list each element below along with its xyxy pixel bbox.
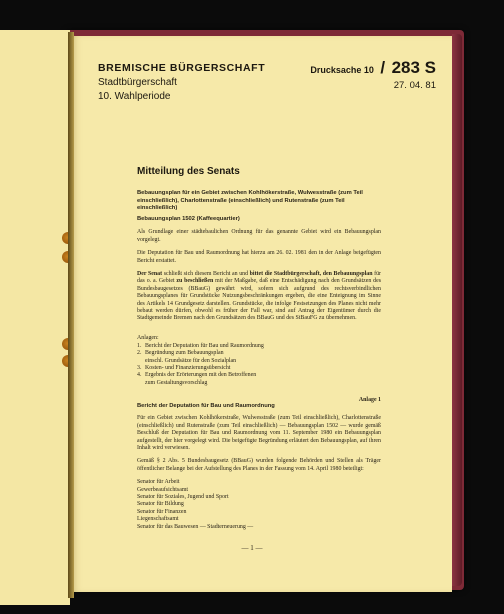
para3-text-2: für das o. a. Gebiet <box>137 271 381 285</box>
behoerde-item: Senator für Finanzen <box>137 508 187 515</box>
drucksache-number: 283 S <box>391 58 436 77</box>
para3-bold-1: Der Senat <box>137 271 163 277</box>
document-body <box>137 190 381 531</box>
org-sub2: 10. Wahlperiode <box>98 91 171 102</box>
anlage-text: einschl. Grundsätze für den Sozialplan <box>145 357 237 364</box>
document-date: 27. 04. 81 <box>393 80 436 91</box>
drucksache-block <box>310 58 436 91</box>
page-gutter <box>68 32 74 598</box>
anlage-text: Bericht der Deputation für Bau und Raumordnung <box>145 342 264 349</box>
report-paragraph-1: Für ein Gebiet zwischen Kohlhökerstraße, Wulwesstraße (zum Teil einschließlich), Charlottenstraße (einschließlich) und Rutenstraße (zum Teil einschließlich) — Bebauungsplan 1502 — wurde gemäß Beschluß der Deputation für Bau und Raumordnung vom 11. September 1980 ein Bebauungsplan aufgestellt, der hier vorgelegt wird. Die beigefügte Begründung erläutert den Bebauungsplan, auf ihren Inhalt wird verwiesen. <box>137 415 381 451</box>
para3-bold-2: bittet die Stadtbürgerschaft, den Bebauungsplan <box>249 271 373 277</box>
anlage-number <box>137 358 145 365</box>
behoerde-item: Liegenschaftsamt <box>137 516 179 523</box>
paragraph-3 <box>137 271 381 323</box>
anlage-item <box>137 372 381 379</box>
subject-plan: Bebauungsplan 1502 (Kaffeequartier) <box>137 215 240 222</box>
anlage-number: 3. <box>137 365 142 372</box>
report-paragraph-2: Gemäß § 2 Abs. 5 Bundesbaugesetz (BBauG) wurden folgende Behörden und Stellen als Träger öffentlicher Belange bei der Aufstellung des Planes in der Fassung vom 14. April 1980 beteiligt: <box>137 458 381 472</box>
anlage-text: Begründung zum Bebauungsplan <box>145 350 224 357</box>
anlage-item <box>137 350 381 357</box>
anlage-item <box>137 358 381 365</box>
page-number: — 1 — <box>241 544 263 552</box>
paragraph-1: Als Grundlage einer städtebaulichen Ordnung für das genannte Gebiet wird ein Bebauungsplan vorgelegt. <box>137 229 381 243</box>
subject-line: Bebauungsplan für ein Gebiet zwischen Kohlhökerstraße, Wulwesstraße (zum Teil einschließlich), Charlottenstraße (einschließlich) und Rutenstraße (zum Teil einschließlich) <box>137 190 363 212</box>
left-page <box>0 30 70 605</box>
paragraph-2: Die Deputation für Bau und Raumordnung hat hierzu am 26. 02. 1981 den in der Anlage beigefügten Bericht erstattet. <box>137 250 381 264</box>
behoerde-item: Senator für Soziales, Jugend und Sport <box>137 493 229 500</box>
para3-bold-3: zu beschließen <box>176 278 214 285</box>
anlage-tag: Anlage 1 <box>358 397 381 404</box>
org-name: BREMISCHE BÜRGERSCHAFT <box>98 62 266 74</box>
binder-edge <box>452 34 462 586</box>
para3-text-1: schließt sich diesem Bericht an und <box>162 271 250 277</box>
para3-text-3: mit der Maßgabe, daß eine Entschädigung nach den Grundsätzen des Bundesbaugesetzes (BBauG) gewährt wird, sofern sich aufgrund des rechtsverbindlichen Bebauungsplanes für Grundstücke Nutzungsbeschränkungen ergeben, die eine Enteignung im Sinne des Artikels 14 Grundgesetz darstellen. Grundstücke, die infolge Festsetzungen des Planes nicht mehr bebaut werden dürfen, obwohl es früher der Fall war, sind auf Antrag der Eigentümer durch die Stadtgemeinde Bremen nach den Grundsätzen des BBauG und des StBauFG zu übernehmen. <box>137 278 381 322</box>
anlage-number: 4. <box>137 372 142 379</box>
anlage-number <box>137 380 145 387</box>
report-title: Bericht der Deputation für Bau und Raumordnung <box>137 403 275 410</box>
behoerden-list <box>137 479 381 531</box>
letterhead <box>98 62 265 102</box>
anlage-text: zum Gestaltungsvorschlag <box>145 379 208 386</box>
behoerde-item: Senator für Bildung <box>137 501 184 508</box>
anlagen-title: Anlagen: <box>137 334 159 341</box>
org-sub1: Stadtbürgerschaft <box>98 77 177 88</box>
anlage-number: 2. <box>137 350 142 357</box>
anlage-text: Ergebnis der Erörterungen mit den Betroffenen <box>145 372 257 379</box>
anlage-number: 1. <box>137 342 142 349</box>
document-title: Mitteilung des Senats <box>137 166 240 177</box>
anlagen-list <box>137 343 381 387</box>
drucksache-separator: / <box>380 58 386 77</box>
drucksache-label: Drucksache 10 <box>310 65 374 75</box>
behoerde-item: Senator für das Bauwesen — Stadterneuerung — <box>137 523 254 530</box>
anlage-text: Kosten- und Finanzierungsübersicht <box>145 365 231 372</box>
anlage-item <box>137 380 381 387</box>
behoerde-item: Senator für Arbeit <box>137 479 180 486</box>
behoerde-item: Gewerbeaufsichtsamt <box>137 486 189 493</box>
anlage-item <box>137 343 381 350</box>
